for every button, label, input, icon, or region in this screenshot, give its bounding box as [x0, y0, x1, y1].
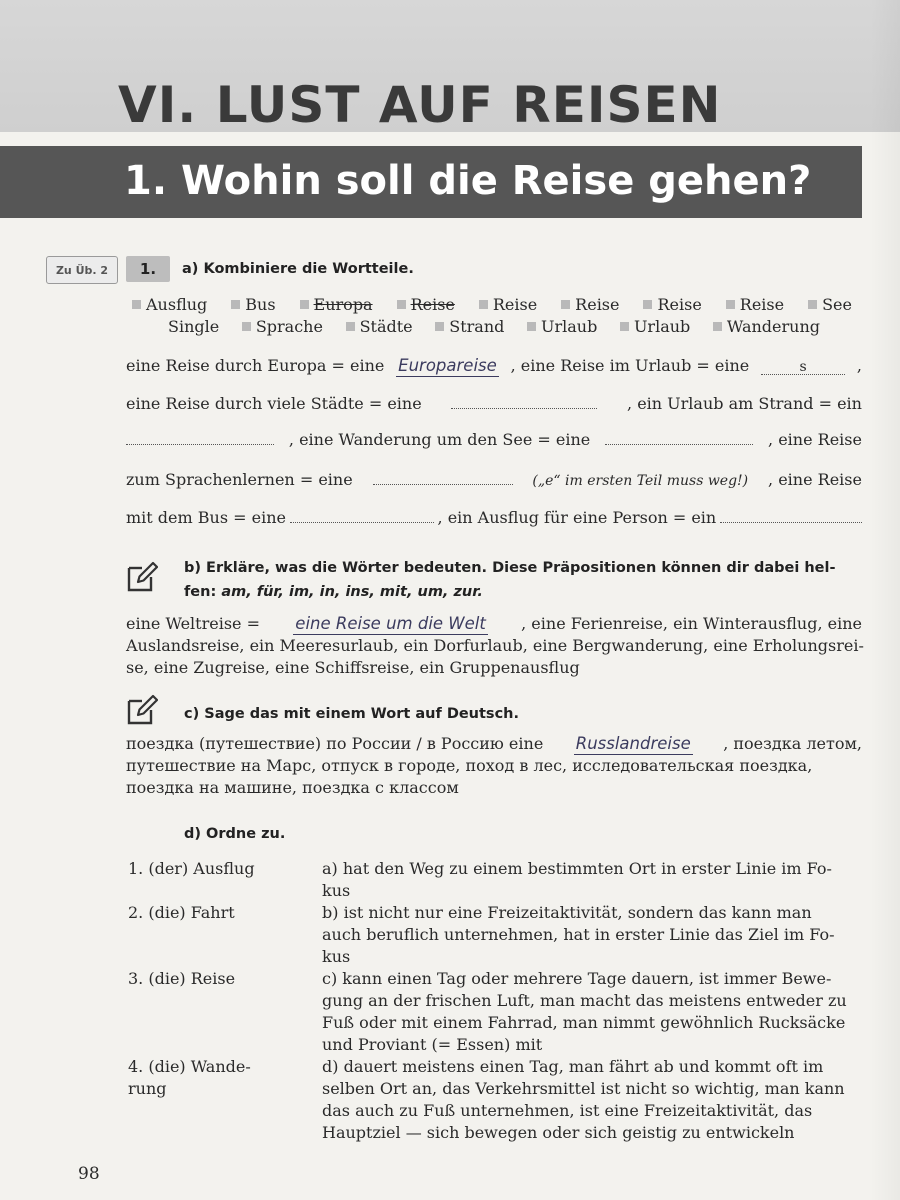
definition-line: b) ist nicht nur eine Freizeitaktivität, sondern das kann man	[322, 903, 812, 922]
match-term	[128, 902, 278, 924]
word-chip: Urlaub	[620, 316, 690, 338]
part-b-line-3: se, eine Zugreise, eine Schiffsreise, ein Gruppenausflug	[126, 658, 580, 677]
pencil-icon	[126, 561, 158, 593]
term-line: 1. (der) Ausflug	[128, 859, 255, 878]
definition-line: Fuß oder mit einem Fahrrad, man nimmt gewöhnlich Rucksäcke	[322, 1013, 846, 1032]
answer-blank[interactable]	[126, 430, 274, 445]
text: , поездка летом,	[723, 734, 862, 753]
definition-line: gung an der frischen Luft, man macht das meistens entweder zu	[322, 991, 847, 1010]
word-chip: Reise	[561, 294, 619, 316]
page-edge-shadow	[870, 0, 900, 1200]
instruction-line: b) Erkläre, was die Wörter bedeuten. Diese Präpositionen können dir dabei hel-	[184, 560, 836, 576]
definition-line: kus	[322, 881, 351, 900]
match-term	[128, 1056, 278, 1100]
word-chip: Reise	[726, 294, 784, 316]
hint-note: („e“ im ersten Teil muss weg!)	[532, 473, 749, 489]
text: , ein Ausflug für eine Person = ein	[437, 508, 717, 527]
text: , eine Reise	[768, 470, 862, 489]
word-chip-used: Reise	[397, 294, 455, 316]
text: , ein Urlaub am Strand = ein	[627, 394, 862, 413]
answer-blank[interactable]	[605, 430, 753, 445]
word-chip: Urlaub	[527, 316, 597, 338]
exercise-reference-tag: Zu Üb. 2	[46, 256, 118, 284]
part-a-instruction: a) Kombiniere die Wortteile.	[182, 261, 414, 277]
word-chip: Reise	[479, 294, 537, 316]
pencil-icon	[126, 694, 158, 726]
definition-line: auch beruflich unternehmen, hat in erster Linie das Ziel im Fo-	[322, 925, 835, 944]
handwritten-answer: eine Reise um die Welt	[295, 614, 486, 633]
part-c-instruction: c) Sage das mit einem Wort auf Deutsch.	[184, 706, 519, 722]
word-bank-row-2	[168, 316, 820, 338]
word-chip: Wanderung	[713, 316, 820, 338]
exercise-number: 1.	[126, 256, 170, 282]
word-chip: Sprache	[242, 316, 323, 338]
definition-line: d) dauert meistens einen Tag, man fährt ab und kommt oft im	[322, 1057, 824, 1076]
section-title: 1. Wohin soll die Reise gehen?	[124, 158, 812, 204]
definition-line: a) hat den Weg zu einem bestimmten Ort in erster Linie im Fo-	[322, 859, 832, 878]
text: , eine Reise	[768, 430, 862, 449]
handwritten-answer: Russlandreise	[575, 734, 691, 753]
definition-line: und Proviant (= Essen) mit	[322, 1035, 543, 1054]
word-bank-row-1	[132, 294, 852, 316]
part-a-line-2	[126, 394, 862, 414]
part-c-line-3: поездка на машине, поездка с классом	[126, 778, 459, 797]
match-term	[128, 968, 278, 990]
answer-blank[interactable]	[290, 508, 434, 523]
part-d-instruction: d) Ordne zu.	[184, 826, 286, 842]
answer-blank[interactable]	[451, 394, 597, 409]
definition-line: das auch zu Fuß unternehmen, ist eine Freizeitaktivität, das	[322, 1101, 813, 1120]
match-term	[128, 858, 278, 880]
text: , eine Ferienreise, ein Winterausflug, eine	[521, 614, 862, 633]
text: eine Reise durch Europa = eine	[126, 356, 385, 375]
text: eine Weltreise =	[126, 614, 261, 633]
part-a-line-3	[126, 430, 862, 450]
text: поездка (путешествие) по России / в Россию eine	[126, 734, 544, 753]
answer-blank[interactable]	[373, 470, 513, 485]
term-line: rung	[128, 1079, 167, 1098]
word-chip: Reise	[643, 294, 701, 316]
word-chip: Single	[168, 317, 220, 336]
text: , eine Reise im Urlaub = eine	[510, 356, 750, 375]
definition-line: selben Ort an, das Verkehrsmittel ist nicht so wichtig, man kann	[322, 1079, 845, 1098]
text: mit dem Bus = eine	[126, 508, 286, 527]
term-line: 2. (die) Fahrt	[128, 903, 235, 922]
part-c-line-2: путешествие на Марс, отпуск в городе, поход в лес, исследовательская поездка,	[126, 756, 813, 775]
answer-blank[interactable]: s	[761, 360, 845, 375]
page-number: 98	[78, 1164, 100, 1184]
match-definition-d	[322, 1056, 862, 1144]
prepositions: am, für, im, in, ins, mit, um, zur.	[221, 584, 483, 600]
match-definition-b	[322, 902, 862, 968]
part-a-line-4	[126, 470, 862, 491]
definition-line: kus	[322, 947, 351, 966]
part-b-instruction	[184, 556, 864, 604]
word-chip: Städte	[346, 316, 413, 338]
text: eine Reise durch viele Städte = eine	[126, 394, 422, 413]
term-line: 3. (die) Reise	[128, 969, 236, 988]
part-b-line-1	[126, 614, 862, 635]
part-b-line-2: Auslandsreise, ein Meeresurlaub, ein Dorfurlaub, eine Bergwanderung, eine Erholungsrei-	[126, 636, 864, 655]
handwritten-answer: Europareise	[398, 356, 497, 375]
definition-line: c) kann einen Tag oder mehrere Tage dauern, ist immer Bewe-	[322, 969, 832, 988]
text: zum Sprachenlernen = eine	[126, 470, 353, 489]
word-chip: Strand	[435, 316, 504, 338]
chapter-title: VI. LUST AUF REISEN	[118, 76, 722, 134]
part-a-line-1	[126, 356, 862, 377]
text: , eine Wanderung um den See = eine	[288, 430, 591, 449]
definition-line: Hauptziel — sich bewegen oder sich geistig zu entwickeln	[322, 1123, 795, 1142]
word-chip-used: Europa	[300, 294, 373, 316]
part-c-line-1	[126, 734, 862, 755]
match-definition-a	[322, 858, 862, 902]
part-a-line-5	[126, 508, 862, 528]
word-chip: Bus	[231, 294, 275, 316]
word-chip: See	[808, 294, 852, 316]
answer-blank[interactable]	[720, 508, 862, 523]
word-chip: Ausflug	[132, 294, 207, 316]
match-definition-c	[322, 968, 862, 1056]
text: ,	[856, 356, 862, 375]
term-line: 4. (die) Wande-	[128, 1057, 251, 1076]
instruction-line: fen: am, für, im, in, ins, mit, um, zur.	[184, 584, 483, 600]
